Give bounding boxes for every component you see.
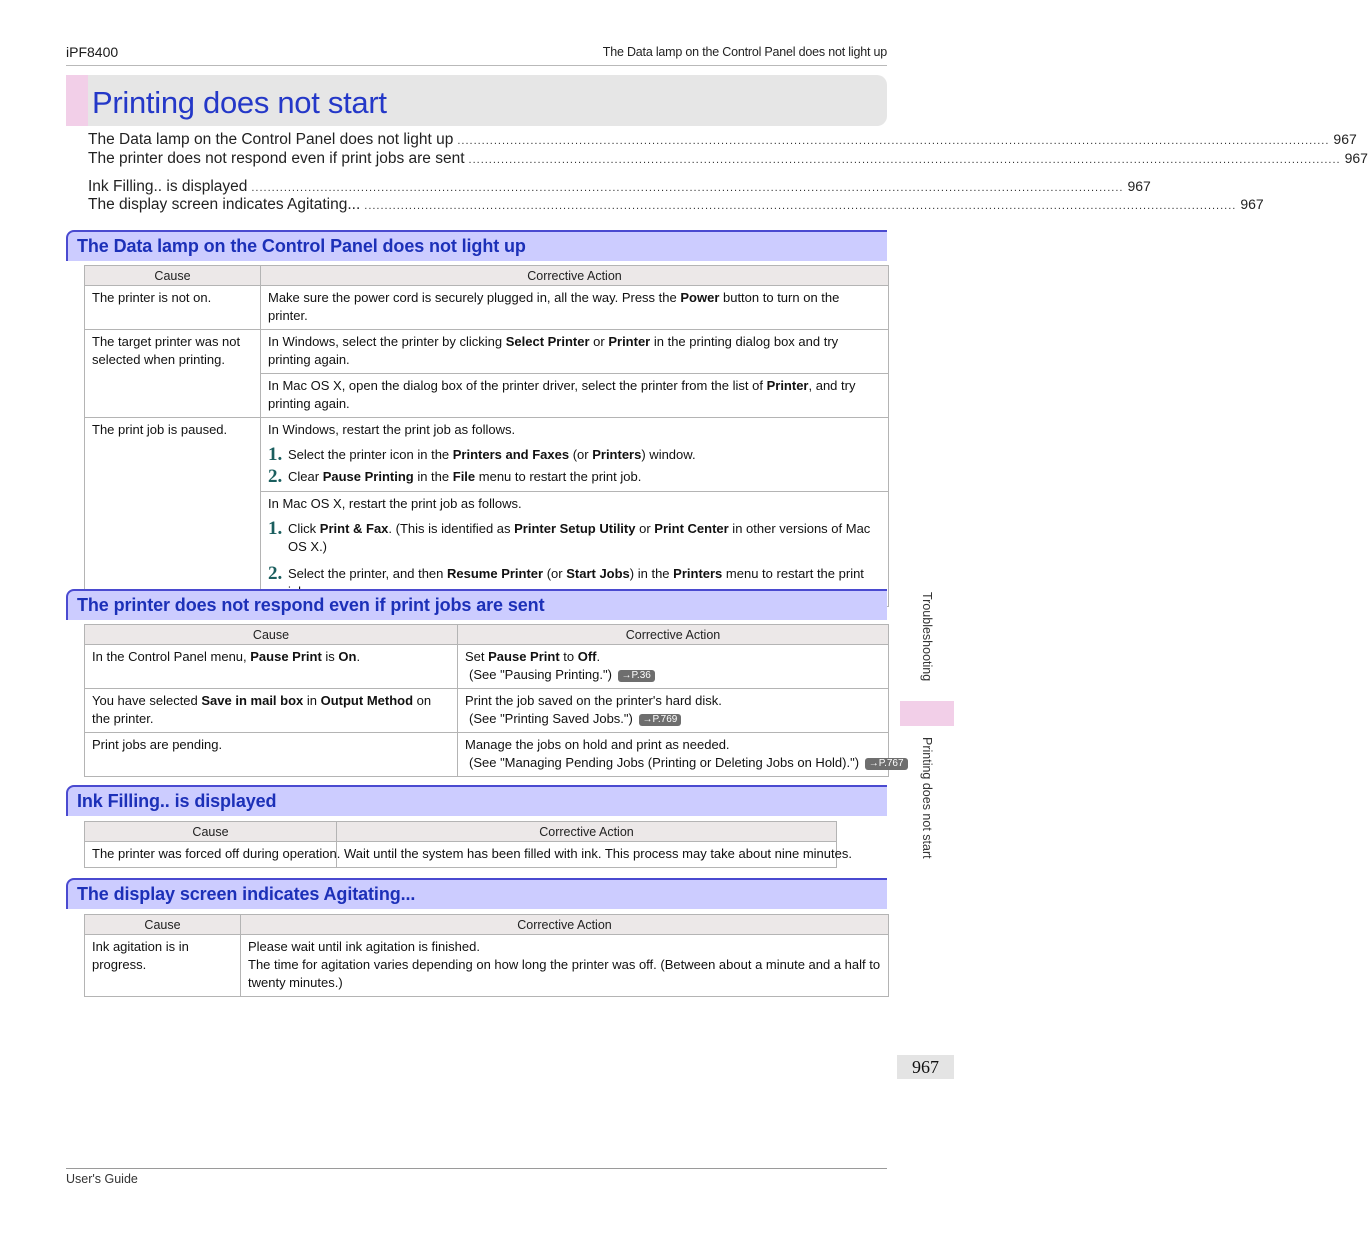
table-row — [85, 842, 837, 868]
section-heading-data-lamp — [66, 230, 887, 261]
section-title: Ink Filling.. is displayed — [77, 791, 277, 811]
toc-entry-text: Ink Filling.. is displayed — [88, 178, 248, 195]
header-divider — [66, 65, 887, 66]
text: Make sure the power cord is securely plugged in, all the way. Press the — [268, 290, 681, 305]
section-side-tab[interactable] — [920, 737, 936, 872]
table-row — [85, 418, 889, 492]
agitating-table — [84, 914, 889, 997]
chapter-side-label: Troubleshooting — [920, 592, 934, 682]
text: In Mac OS X, restart the print job as follows. — [268, 496, 522, 511]
cause-cell: The printer is not on. — [85, 286, 261, 330]
action-header: Corrective Action — [337, 822, 837, 842]
bold-term: Power — [680, 290, 720, 305]
page-number: 967 — [897, 1055, 954, 1079]
step-text: Select the printer, and then Resume Printer (or Start Jobs) in the Printers menu to restart the print — [288, 566, 864, 581]
toc-link[interactable] — [88, 178, 1151, 198]
ink-filling-table — [84, 821, 852, 868]
toc-leader: ....................................................................................................................................................................................................................... — [251, 182, 1124, 194]
action-header: Corrective Action — [458, 625, 889, 645]
text: or — [589, 334, 609, 349]
action-cell — [458, 733, 904, 777]
step — [268, 468, 881, 486]
toc-page: 967 — [1240, 196, 1264, 212]
text: Print the job saved on the printer's hard disk. — [465, 693, 722, 708]
chapter-side-tab[interactable] — [920, 592, 936, 692]
data-lamp-table — [84, 265, 889, 607]
toc-link[interactable] — [88, 150, 1368, 170]
header-model: iPF8400 — [66, 44, 119, 60]
step-number: 1. — [268, 444, 283, 465]
see-reference: (See "Managing Pending Jobs (Printing or Deleting Jobs on Hold).") →P.767 — [465, 754, 881, 772]
section-heading-no-response — [66, 589, 887, 620]
action-cell — [458, 645, 889, 689]
toc-entry-text: The printer does not respond even if print jobs are sent — [88, 150, 465, 167]
bold-term: Printer — [608, 334, 651, 349]
cause-header: Cause — [85, 625, 458, 645]
page-reference-link[interactable]: →P.769 — [639, 714, 682, 726]
cause-cell: In the Control Panel menu, Pause Print is On. — [85, 645, 458, 689]
toc-entry-text: The display screen indicates Agitating... — [88, 196, 361, 213]
footer-divider — [66, 1168, 887, 1169]
action-cell — [458, 689, 889, 733]
cause-cell: Ink agitation is in progress. — [85, 935, 241, 997]
cause-cell: The print job is paused. — [85, 418, 261, 607]
table-header-row — [85, 266, 889, 286]
text: Please wait until ink agitation is finished. — [248, 939, 480, 954]
action-cell — [261, 418, 889, 492]
cause-header: Cause — [85, 266, 261, 286]
text: Manage the jobs on hold and print as needed. — [465, 737, 730, 752]
toc-page: 967 — [1127, 178, 1151, 194]
side-tab-marker — [900, 701, 954, 726]
toc-page: 967 — [1333, 131, 1357, 147]
cause-header: Cause — [85, 822, 337, 842]
step-number: 1. — [268, 518, 283, 539]
toc-leader: ....................................................................................................................................................................................................................... — [468, 154, 1341, 166]
step-text: Select the printer icon in the Printers and Faxes (or Printers) window. — [288, 447, 696, 462]
step-text: Clear Pause Printing in the File menu to restart the print job. — [288, 469, 642, 484]
toc-link[interactable] — [88, 196, 1264, 216]
step — [268, 446, 881, 464]
text: button to turn on the printer. — [268, 290, 840, 323]
table-header-row — [85, 822, 837, 842]
header-section-title: The Data lamp on the Control Panel does not light up — [602, 45, 887, 59]
cause-cell: You have selected Save in mail box in Output Method on the printer. — [85, 689, 458, 733]
text: In Mac OS X, open the dialog box of the printer driver, select the printer from the list of — [268, 378, 767, 393]
cause-cell: The printer was forced off during operation. — [85, 842, 337, 868]
table-row — [85, 330, 889, 374]
action-header: Corrective Action — [241, 915, 889, 935]
table-row — [85, 733, 889, 777]
section-title: The Data lamp on the Control Panel does not light up — [77, 236, 526, 256]
toc-link[interactable] — [88, 131, 1357, 151]
section-heading-agitating — [66, 878, 887, 909]
text: The time for agitation varies depending on how long the printer was off. (Between about a minute and a half to twenty minutes.) — [248, 957, 881, 990]
footer-guide-name: User's Guide — [66, 1172, 138, 1186]
toc-leader: ....................................................................................................................................................................................................................... — [364, 200, 1237, 212]
step-text: Click Print & Fax. (This is identified as Printer Setup Utility or Print Center in other versions of Mac OS X.) — [288, 521, 871, 554]
action-cell — [261, 374, 889, 418]
bold-term: Select Printer — [505, 334, 590, 349]
step — [268, 520, 881, 556]
toc-leader: ....................................................................................................................................................................................................................... — [457, 135, 1330, 147]
table-header-row — [85, 625, 889, 645]
step-number: 2. — [268, 466, 283, 487]
section-title: The display screen indicates Agitating... — [77, 884, 416, 904]
table-row — [85, 645, 889, 689]
text: in the printing dialog box and try printing again. — [268, 334, 839, 367]
title-accent — [66, 75, 88, 126]
step-number: 2. — [268, 563, 283, 584]
action-cell: Wait until the system has been filled with ink. This process may take about nine minutes. — [337, 842, 837, 868]
section-heading-ink-filling — [66, 785, 887, 816]
bold-term: Printer — [766, 378, 809, 393]
cause-cell: The target printer was not selected when printing. — [85, 330, 261, 418]
cause-header: Cause — [85, 915, 241, 935]
page-reference-link[interactable]: →P.767 — [865, 758, 908, 770]
text: Set Pause Print to Off. — [465, 649, 601, 664]
page-title-bar — [66, 75, 887, 126]
section-side-label: Printing does not start — [920, 737, 934, 859]
toc-entry-text: The Data lamp on the Control Panel does not light up — [88, 131, 454, 148]
cause-cell: Print jobs are pending. — [85, 733, 458, 777]
toc-page: 967 — [1344, 150, 1368, 166]
see-reference: (See "Pausing Printing.") →P.36 — [465, 666, 881, 684]
table-row — [85, 935, 889, 997]
text: In Windows, select the printer by clicking — [268, 334, 506, 349]
table-row — [85, 286, 889, 330]
no-response-table — [84, 624, 904, 777]
table-header-row — [85, 915, 889, 935]
action-header: Corrective Action — [261, 266, 889, 286]
text: , and try printing again. — [268, 378, 856, 411]
see-reference: (See "Printing Saved Jobs.") →P.769 — [465, 710, 881, 728]
action-cell — [261, 286, 889, 330]
action-cell — [261, 330, 889, 374]
action-cell — [241, 935, 889, 997]
page-reference-link[interactable]: →P.36 — [618, 670, 655, 682]
table-row — [85, 689, 889, 733]
section-title: The printer does not respond even if print jobs are sent — [77, 595, 545, 615]
text: In Windows, restart the print job as follows. — [268, 422, 516, 437]
page-title: Printing does not start — [92, 85, 387, 120]
